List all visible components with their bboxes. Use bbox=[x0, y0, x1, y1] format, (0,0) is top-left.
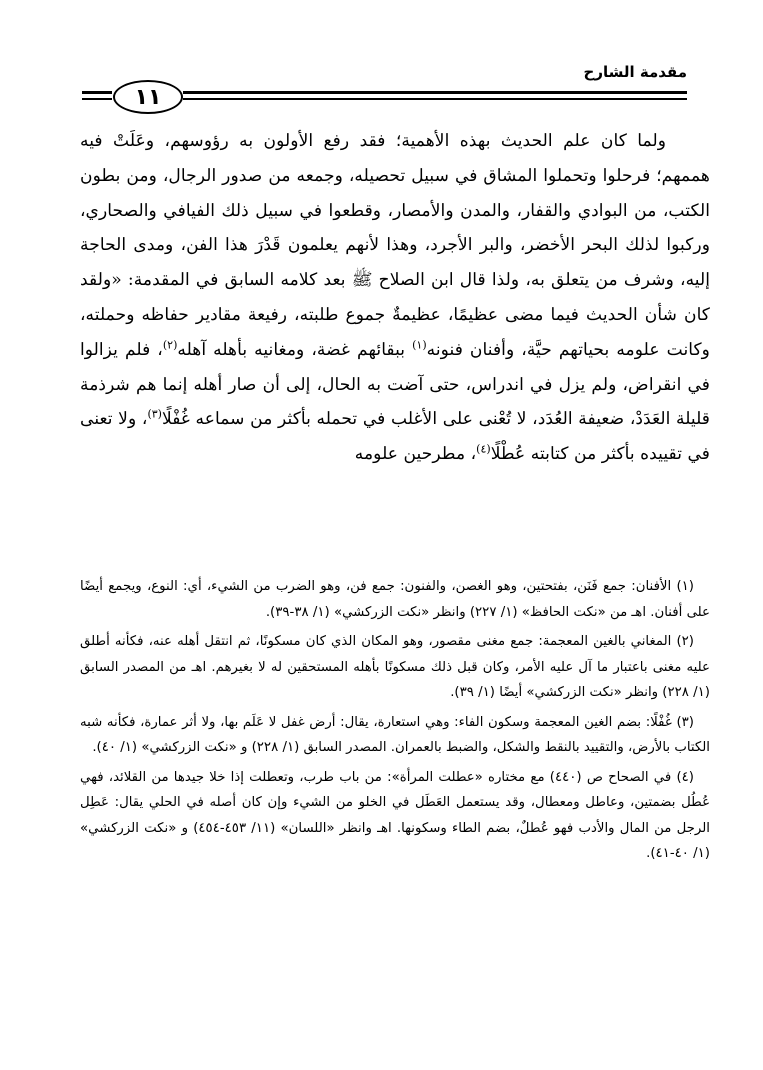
text-segment: ولما كان علم الحديث بهذه الأهمية؛ فقد رفع الأولون به رؤوسهم، وعَلَتْ فيه هممهم؛ فرحلوا وتحملوا المشاق في سبيل تحصيله، وجمعه من صدور الرجال، ومن بطون الكتب، من البوادي والقفار، والمدن والأمصار، وقطعوا في سبيل ذلك الفيافي والصحاري، وركبوا لذلك البحر الأخضر، والبر الأجرد، وهذا لأنهم يعلمون قَدْرَ هذا الفن، ومدى الحاجة إليه، وشرف من يتعلق به، ولذا قال ابن الصلاح ﷺ بعد كلامه السابق في المقدمة: «ولقد كان شأن الحديث فيما مضى عظيمًا، عظيمةٌ جموع طلبته، رفيعة مقادير حفاظه وحملته، وكانت علومه بحياتهم حيَّة، وأفنان فنونه bbox=[80, 131, 710, 360]
main-text bbox=[80, 124, 710, 472]
header-rule-left bbox=[82, 91, 112, 94]
page-number: ١١ bbox=[113, 80, 183, 114]
footnote-ref-1: (١) bbox=[412, 338, 427, 352]
footnote-4 bbox=[80, 765, 710, 867]
footnote-3 bbox=[80, 710, 710, 761]
footnote-ref-2: (٢) bbox=[162, 338, 178, 352]
text-segment: ببقائهم غضة، ومغانيه بأهله آهله bbox=[177, 339, 413, 360]
text-segment: ، فلم يزالوا في انقراض، ولم يزل في اندراس، حتى آضت به الحال، إلى أن صار أهله إنما هم شرذمة قليلة العَدَدْ، ضعيفة العُدَد، لا تُعْنى على الأغلب في تحمله بأكثر من سماعه غُفْلًا bbox=[80, 339, 710, 430]
text-segment: ، مطرحين علومه bbox=[354, 444, 477, 465]
footnote-text: (١) الأفنان: جمع فَنَن، بفتحتين، وهو الغصن، والفنون: جمع فن، وهو الضرب من الشيء، أي: النوع، ويجمع أيضًا على أفنان. اهـ من «نكت الحافظ» (١/ ٢٢٧) وانظر «نكت الزركشي» (١/ ٣٨-٣٩). bbox=[80, 579, 710, 620]
main-paragraph bbox=[80, 124, 710, 472]
header-rule-thin bbox=[183, 98, 687, 100]
footnote-text: (٣) غُفْلًا: بضم الغين المعجمة وسكون الفاء: وهي استعارة، يقال: أرض غفل لا عَلَم بها، ولا أثر عمارة، فكأنه شبه الكتاب بالأرض، والتقييد بالنقط والشكل، والضبط بالعمران. المصدر السابق (١/ ٢٢٨) و «نكت الزركشي» (١/ ٤٠). bbox=[80, 714, 710, 755]
text-segment: ، ولا تعنى في تقييده بأكثر من كتابته عُطْلًا bbox=[80, 409, 710, 465]
footnote-2 bbox=[80, 629, 710, 706]
footnotes bbox=[80, 574, 710, 871]
header-rule bbox=[183, 91, 687, 94]
running-header: مقدمة الشارح bbox=[583, 63, 687, 81]
footnote-text: (٤) في الصحاح ص (٤٤٠) مع مختاره «عطلت المرأة»: من باب طرب، وتعطلت إذا خلا جيدها من القلائد، فهي عُطُل بضمتين، وعاطل ومعطال، وقد يستعمل العَطَل في الخلو من الشيء وإن كان أصله في الحلي يقال: عَطِل الرجل من المال والأدب فهو عُطلٌ، بضم الطاء وسكونها. اهـ وانظر «اللسان» (١١/ ٤٥٣-٤٥٤) و «نكت الزركشي» (١/ ٤٠-٤١). bbox=[80, 769, 710, 861]
footnote-ref-4: (٤) bbox=[476, 442, 491, 456]
header-rule-left-thin bbox=[82, 98, 112, 100]
footnote-ref-3: (٣) bbox=[147, 407, 162, 421]
footnote-1 bbox=[80, 574, 710, 625]
footnote-text: (٢) المغاني بالغين المعجمة: جمع مغنى مقصور، وهو المكان الذي كان مسكونًا، ثم انتقل أهله عنه، فكأنه أطلق عليه مغنى باعتبار ما آل عليه الأمر، وكان قبل ذلك مسكونًا بأهله المستحقين له لا بغيرهم. اهـ من المصدر السابق (١/ ٢٢٨) وانظر «نكت الزركشي» أيضًا (١/ ٣٩). bbox=[80, 634, 710, 700]
